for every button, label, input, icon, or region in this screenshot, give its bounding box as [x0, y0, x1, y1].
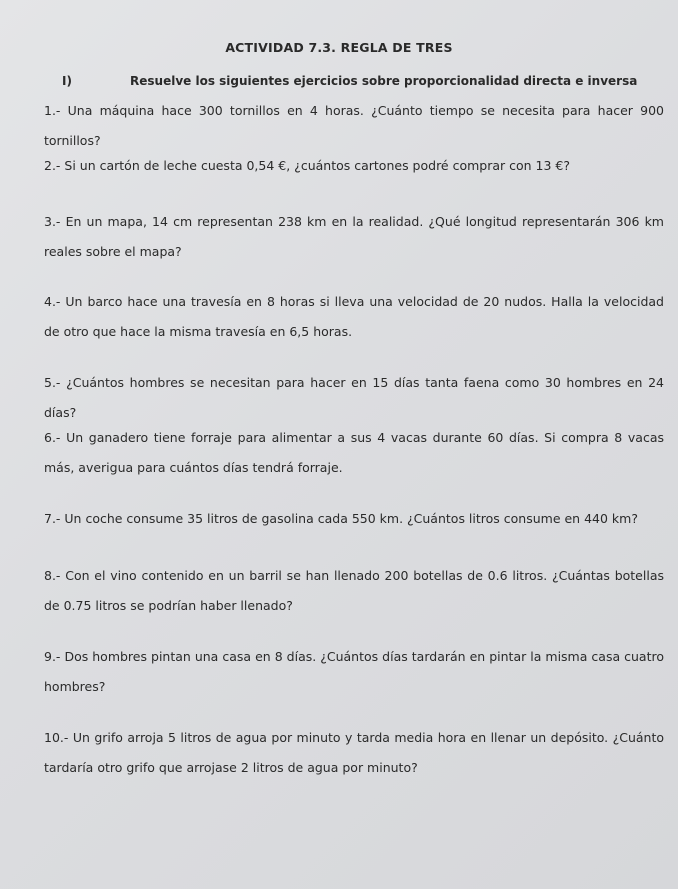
- exercise-8: 8.- Con el vino contenido en un barril se han llenado 200 botellas de 0.6 litros. ¿Cuántas botellas de 0.75 litros se podrían haber llenado?: [44, 568, 664, 613]
- exercise-10: 10.- Un grifo arroja 5 litros de agua por minuto y tarda media hora en llenar un depósito. ¿Cuánto tardaría otro grifo que arrojase 2 litros de agua por minuto?: [44, 730, 664, 775]
- exercise-4: 4.- Un barco hace una travesía en 8 horas si lleva una velocidad de 20 nudos. Halla la velocidad de otro que hace la misma travesía en 6,5 horas.: [44, 294, 664, 339]
- section-instruction: Resuelve los siguientes ejercicios sobre proporcionalidad directa e inversa: [130, 74, 638, 88]
- exercise-3: 3.- En un mapa, 14 cm representan 238 km en la realidad. ¿Qué longitud representarán 306 km reales sobre el mapa?: [44, 214, 664, 259]
- exercise-6: 6.- Un ganadero tiene forraje para alimentar a sus 4 vacas durante 60 días. Si compra 8 vacas más, averigua para cuántos días tendrá forraje.: [44, 430, 664, 475]
- section-heading: [62, 74, 652, 88]
- exercise-1: 1.- Una máquina hace 300 tornillos en 4 horas. ¿Cuánto tiempo se necesita para hacer 900 tornillos?: [44, 103, 664, 148]
- exercise-7: 7.- Un coche consume 35 litros de gasolina cada 550 km. ¿Cuántos litros consume en 440 km?: [44, 511, 638, 526]
- page-title: ACTIVIDAD 7.3. REGLA DE TRES: [225, 40, 453, 55]
- exercise-5: 5.- ¿Cuántos hombres se necesitan para hacer en 15 días tanta faena como 30 hombres en 24 días?: [44, 375, 664, 420]
- section-number: I): [62, 74, 72, 88]
- exercise-2: 2.- Si un cartón de leche cuesta 0,54 €, ¿cuántos cartones podré comprar con 13 €?: [44, 158, 571, 173]
- exercise-9: 9.- Dos hombres pintan una casa en 8 días. ¿Cuántos días tardarán en pintar la misma casa cuatro hombres?: [44, 649, 664, 694]
